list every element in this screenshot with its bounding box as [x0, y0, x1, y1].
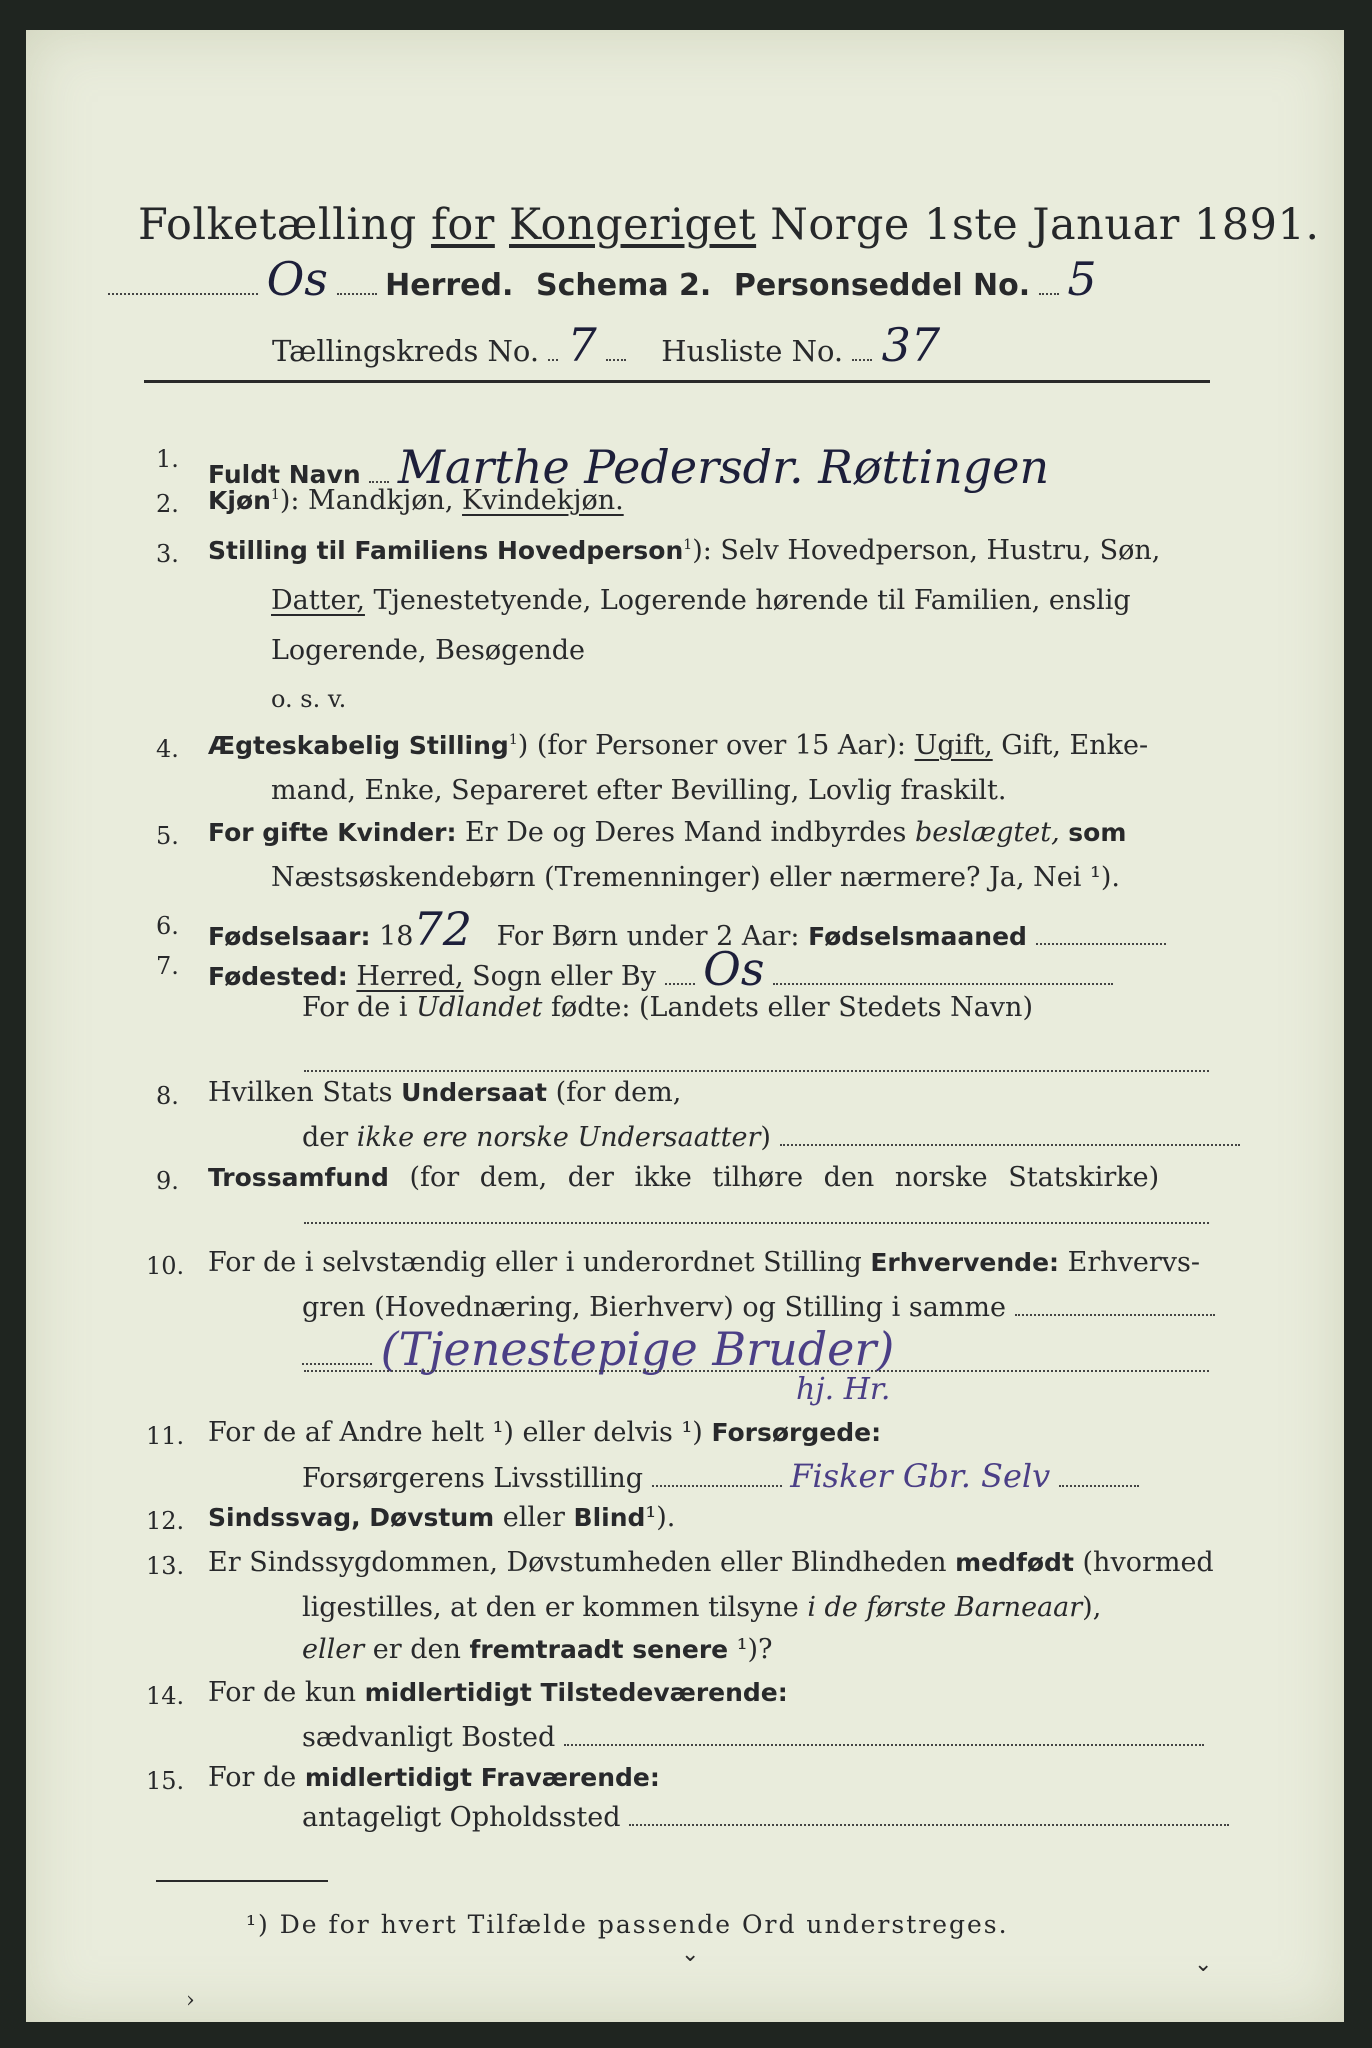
field-10-blank-line: [304, 1370, 1209, 1372]
page-title: [138, 200, 1320, 250]
field-14-number: 14.: [146, 1682, 185, 1710]
field-7-text-b: fødte: (Landets eller Stedets Navn): [550, 992, 1033, 1023]
field-5-text: Er De og Deres Mand indbyrdes: [465, 817, 907, 848]
title-suffix: Norge 1ste Januar 1891.: [770, 200, 1320, 250]
field-12-label-b: Blind: [573, 1503, 646, 1532]
birth-year-value: 72: [413, 902, 472, 956]
field-15-text-b: antageligt Opholdssted: [302, 1802, 621, 1833]
field-2: [208, 485, 624, 516]
husliste-label: Husliste No.: [661, 334, 844, 368]
field-11-text-b: Forsørgerens Livsstilling: [302, 1463, 644, 1494]
field-3-text: ): Selv Hovedperson, Hustru, Søn,: [692, 535, 1161, 566]
herred-value: Os: [266, 252, 328, 306]
title-kongeriget: Kongeriget: [509, 200, 757, 250]
field-13-italic: i de første Barneaar: [807, 1592, 1083, 1623]
field-12-label: Sindssvag, Døvstum: [208, 1503, 495, 1532]
field-13-label-b: fremtraadt senere: [469, 1635, 729, 1664]
field-11-line-2: [302, 1457, 1139, 1495]
field-4-sup: 1: [508, 732, 518, 748]
field-14-line-1: [208, 1677, 788, 1708]
field-10-line-3: [302, 1322, 894, 1376]
occupation-value-2: hj. Hr.: [796, 1372, 891, 1407]
field-13-number: 13.: [146, 1552, 185, 1580]
field-8-text-a: Hvilken Stats: [208, 1077, 393, 1108]
field-14-text-b: sædvanligt Bosted: [302, 1722, 556, 1753]
field-8-number: 8.: [156, 1082, 179, 1110]
field-6-text: For Børn under 2 Aar:: [496, 921, 800, 952]
field-5-number: 5.: [156, 822, 179, 850]
title-for: for: [430, 200, 495, 250]
field-2-number: 2.: [156, 490, 179, 518]
footnote: ¹) De for hvert Tilfælde passende Ord understreges.: [246, 1910, 1009, 1939]
field-7-label: Fødested:: [208, 962, 348, 991]
field-12: [208, 1502, 675, 1533]
field-15-number: 15.: [146, 1767, 185, 1795]
field-5-italic: beslægtet,: [914, 817, 1060, 848]
field-2-text: ): Mandkjøn,: [279, 485, 454, 516]
header-divider: [144, 380, 1210, 383]
field-15-label: midlertidigt Fraværende:: [304, 1763, 660, 1792]
field-13-text-d: ligestilles, at den er kommen tilsyne: [302, 1592, 799, 1623]
field-15-line-1: [208, 1762, 660, 1793]
field-4-text: ) (for Personer over 15 Aar):: [517, 730, 906, 761]
field-11-line-1: [208, 1417, 881, 1448]
field-15-line-2: [302, 1802, 1229, 1833]
field-10-label: Erhvervende:: [870, 1248, 1060, 1277]
field-7-blank-line: [304, 1070, 1209, 1072]
field-14-label: midlertidigt Tilstedeværende:: [364, 1678, 788, 1707]
field-9-label: Trossamfund: [208, 1163, 389, 1192]
field-11-number: 11.: [146, 1422, 185, 1450]
pencil-mark-1: ⌄: [681, 1942, 700, 1967]
field-7-number: 7.: [156, 952, 179, 980]
field-11-label: Forsørgede:: [711, 1418, 882, 1447]
field-9-text: (for dem, der ikke tilhøre den norske Statskirke): [409, 1162, 1160, 1193]
header-line-herred: [108, 252, 1097, 306]
field-6-label: Fødselsaar:: [208, 922, 371, 951]
field-5-label: For gifte Kvinder:: [208, 818, 457, 847]
field-5-som: som: [1068, 818, 1127, 847]
field-7-text-a: For de i: [302, 992, 408, 1023]
field-12-number: 12.: [146, 1507, 185, 1535]
field-10-text-a: For de i selvstændig eller i underordnet Stilling: [208, 1247, 862, 1278]
field-14-line-2: [302, 1722, 1204, 1753]
herred-label: Herred.: [385, 268, 514, 303]
pencil-mark-3: ›: [186, 1988, 195, 2013]
personseddel-label: Personseddel No.: [733, 268, 1031, 303]
field-9: [208, 1162, 1159, 1193]
field-10-number: 10.: [146, 1252, 185, 1280]
header-line-kreds: [272, 318, 940, 372]
field-13-text-e: ),: [1082, 1592, 1102, 1623]
occupation-value: (Tjenestepige Bruder): [380, 1322, 895, 1376]
field-12-text-b: ¹).: [645, 1502, 676, 1533]
field-3-line-3: Logerende, Besøgende: [271, 635, 585, 666]
field-10-text-b: gren (Hovednæring, Bierhverv) og Stilling i samme: [302, 1292, 1007, 1323]
field-8-text-c: (for dem,: [555, 1077, 682, 1108]
field-7-text: Sogn eller By: [472, 961, 656, 992]
field-3-line-2: [271, 585, 1131, 616]
field-10-line-4: [796, 1372, 890, 1407]
field-2-sup: 1: [270, 487, 280, 503]
personseddel-value: 5: [1067, 252, 1097, 306]
field-8-line-1: [208, 1077, 681, 1108]
field-9-blank-line: [304, 1222, 1209, 1224]
field-13-line-3: [302, 1634, 773, 1665]
field-11-text: For de af Andre helt ¹) eller delvis ¹): [208, 1417, 703, 1448]
field-8-text-e: ): [760, 1122, 771, 1153]
field-10-line-2: [302, 1292, 1215, 1323]
field-13-line-2: [302, 1592, 1101, 1623]
field-8-text-d: der: [302, 1122, 349, 1153]
field-3-number: 3.: [156, 540, 179, 568]
footnote-divider: [156, 1880, 328, 1882]
field-4-text-b: Gift, Enke-: [1001, 730, 1149, 761]
field-3-sup: 1: [683, 537, 693, 553]
provider-occupation-value: Fisker Gbr. Selv: [790, 1457, 1051, 1495]
pencil-mark-2: ⌄: [1194, 1952, 1213, 1977]
field-9-number: 9.: [156, 1167, 179, 1195]
field-4-selected: Ugift,: [914, 730, 993, 761]
field-14-text: For de kun: [208, 1677, 356, 1708]
field-1-label: Fuldt Navn: [208, 460, 361, 489]
field-8-label: Undersaat: [401, 1078, 547, 1107]
field-3-label: Stilling til Familiens Hovedperson: [208, 536, 684, 565]
field-13-line-1: [208, 1547, 1214, 1578]
full-name-value: Marthe Pedersdr. Røttingen: [397, 440, 1050, 494]
field-4-line-2: mand, Enke, Separeret efter Bevilling, Lovlig fraskilt.: [271, 775, 1007, 806]
title-prefix: Folketælling: [138, 200, 417, 250]
field-3-line-1: [208, 535, 1160, 566]
field-13-text-c: (hvormed: [1082, 1547, 1214, 1578]
kreds-label: Tællingskreds No.: [272, 334, 540, 368]
husliste-value: 37: [881, 318, 941, 372]
field-6-label-2: Fødselsmaaned: [808, 922, 1027, 951]
field-13-label: medfødt: [955, 1548, 1074, 1577]
field-5-line-1: [208, 817, 1126, 848]
field-13-text-f: er den: [372, 1634, 461, 1665]
field-7-italic: Udlandet: [416, 992, 543, 1023]
field-13-text-g: ¹)?: [736, 1634, 773, 1665]
field-1-number: 1.: [156, 445, 179, 473]
field-4-line-1: [208, 730, 1148, 761]
field-15-text: For de: [208, 1762, 297, 1793]
birth-year-prefix: 18: [379, 921, 414, 952]
field-7-selected: Herred,: [356, 961, 464, 992]
schema-label: Schema 2.: [535, 268, 712, 303]
field-6-number: 6.: [156, 912, 179, 940]
field-7-line-1: [208, 942, 1113, 996]
field-10-line-1: [208, 1247, 1200, 1278]
field-13-italic-b: eller: [302, 1634, 365, 1665]
field-5-line-2: Næstsøskendebørn (Tremenninger) eller nærmere? Ja, Nei ¹).: [271, 862, 1120, 893]
kreds-value: 7: [567, 318, 597, 372]
field-10-text-c: Erhvervs-: [1067, 1247, 1201, 1278]
field-3-line-4: o. s. v.: [271, 685, 347, 713]
field-4-number: 4.: [156, 735, 179, 763]
field-2-label: Kjøn: [208, 486, 271, 515]
field-2-selected: Kvindekjøn.: [462, 485, 624, 516]
field-12-text: eller: [502, 1502, 565, 1533]
field-13-text-a: Er Sindssygdommen, Døvstumheden eller Blindheden: [208, 1547, 947, 1578]
field-8-line-2: [302, 1122, 1240, 1153]
field-8-italic: ikke ere norske Undersaatter: [356, 1122, 761, 1153]
field-7-line-2: [302, 992, 1033, 1023]
field-3-text-2: Tjenestetyende, Logerende hørende til Familien, enslig: [373, 585, 1131, 616]
birthplace-value: Os: [703, 942, 765, 996]
field-3-selected: Datter,: [271, 585, 365, 616]
census-sheet: [26, 30, 1344, 2022]
field-4-label: Ægteskabelig Stilling: [208, 731, 509, 760]
